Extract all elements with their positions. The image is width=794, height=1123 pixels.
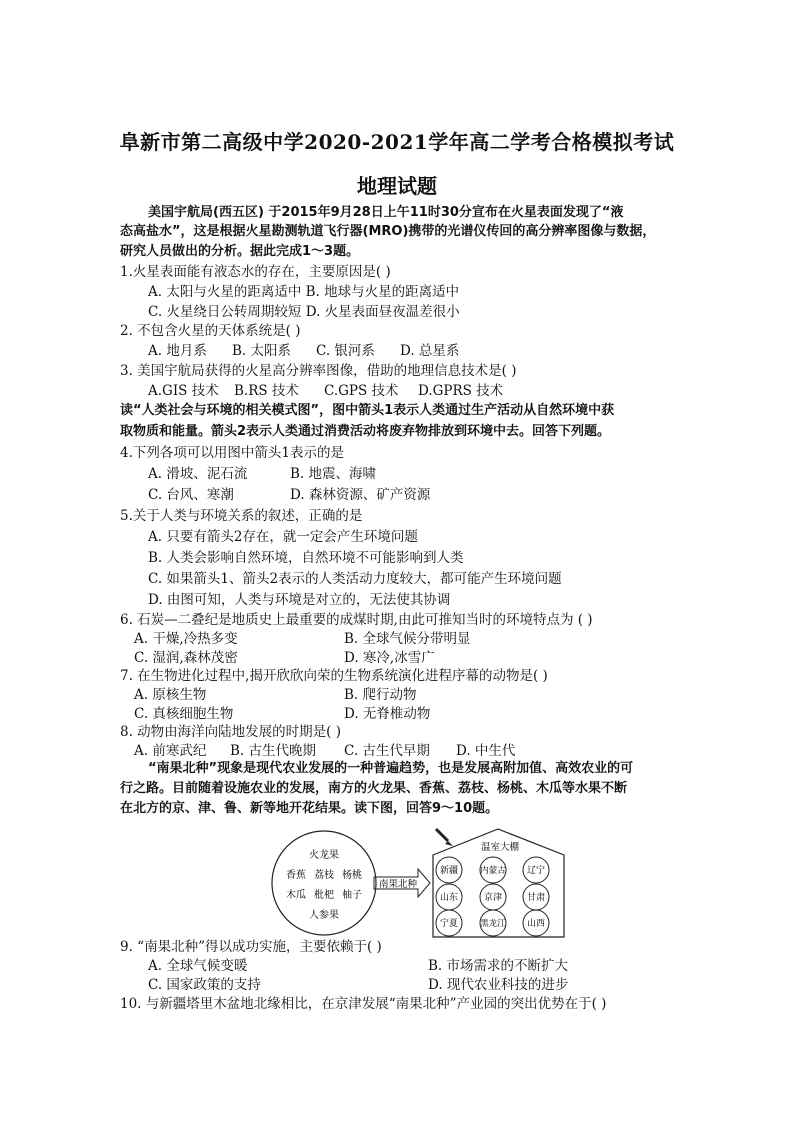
exam-title: 阜新市第二高级中学2020-2021学年高二学考合格模拟考试	[119, 130, 675, 154]
q5-option-b: B. 人类会影响自然环境，自然环境不可能影响到人类	[148, 550, 464, 566]
q7-stem: 7. 在生物进化过程中,揭开欣欣向荣的生物系统演化进程序幕的动物是( )	[120, 668, 548, 684]
q6-option-d: D. 寒冷,冰雪广	[344, 650, 435, 666]
passage1-line2: 态高盐水”，这是根据火星勘测轨道飞行器(MRO)携带的光谱仪传回的高分辨率图像与数据，	[120, 224, 656, 239]
q2-option-b: B. 太阳系	[232, 343, 292, 359]
q3-option-a: A.GIS 技术	[148, 383, 219, 399]
fruit-label: 柚子	[342, 890, 362, 901]
q9-option-a: A. 全球气候变暖	[148, 958, 248, 974]
q4-option-c: C. 台风、寒潮	[148, 487, 234, 503]
province-label: 山东	[439, 893, 459, 903]
q1-options-row2: C. 火星绕日公转周期较短 D. 火星表面昼夜温差很小	[148, 304, 460, 320]
province-label: 辽宁	[526, 866, 546, 876]
q7-option-b: B. 爬行动物	[344, 687, 417, 703]
passage2-line2: 取物质和能量。箭头2表示人类通过消费活动将废弃物排放到环境中去。回答下列题。	[120, 424, 611, 439]
q4-option-a: A. 滑坡、泥石流	[148, 466, 248, 482]
q2-option-d: D. 总星系	[400, 343, 460, 359]
passage3-line2: 行之路。目前随着设施农业的发展，南方的火龙果、香蕉、荔枝、杨桃、木瓜等水果不断	[120, 781, 628, 796]
q9-option-d: D. 现代农业科技的进步	[428, 977, 569, 993]
q2-stem: 2. 不包含火星的天体系统是( )	[120, 323, 301, 339]
q6-stem: 6. 石炭—二叠纪是地质史上最重要的成煤时期,由此可推知当时的环境特点为 ( )	[120, 612, 593, 628]
q5-stem: 5.关于人类与环境关系的叙述，正确的是	[120, 508, 363, 524]
province-label: 新疆	[439, 866, 459, 876]
passage3-line3: 在北方的京、津、鲁、新等地开花结果。读下图，回答9～10题。	[120, 801, 499, 816]
province-label: 宁夏	[439, 919, 459, 929]
fruit-label: 火龙果	[309, 850, 339, 861]
province-label: 黑龙江	[480, 919, 506, 929]
greenhouse-label: 温室大棚	[480, 842, 520, 853]
fruit-label: 杨桃	[342, 870, 362, 881]
q1-options-row1: A. 太阳与火星的距离适中 B. 地球与火星的距离适中	[148, 284, 460, 300]
q9-option-b: B. 市场需求的不断扩大	[428, 958, 569, 974]
fruit-label: 木瓜	[286, 890, 306, 901]
q8-option-a: A. 前寒武纪	[134, 743, 207, 759]
passage2-line1: 读“人类社会与环境的相关模式图”，图中箭头1表示人类通过生产活动从自然环境中获	[120, 403, 615, 418]
q3-stem: 3. 美国宇航局获得的火星高分辨率图像，借助的地理信息技术是( )	[120, 363, 517, 379]
province-label: 内蒙古	[480, 866, 506, 876]
q7-option-a: A. 原核生物	[134, 687, 207, 703]
q3-option-c: C.GPS 技术	[324, 383, 399, 399]
q6-option-b: B. 全球气候分带明显	[344, 631, 471, 647]
province-label: 山西	[526, 919, 546, 929]
province-label: 京津	[483, 893, 503, 903]
q4-option-d: D. 森林资源、矿产资源	[290, 487, 431, 503]
q7-option-c: C. 真核细胞生物	[134, 706, 234, 722]
passage1-line1: 美国宇航局(西五区) 于2015年9月28日上午11时30分宣布在火星表面发现了“液	[148, 205, 624, 220]
q10-stem: 10. 与新疆塔里木盆地北缘相比，在京津发展“南果北种”产业园的突出优势在于( )	[120, 996, 607, 1012]
q1-stem: 1.火星表面能有液态水的存在，主要原因是( )	[120, 264, 391, 280]
q8-stem: 8. 动物由海洋向陆地发展的时期是( )	[120, 724, 341, 740]
q8-option-c: C. 古生代早期	[344, 743, 430, 759]
pencil-icon	[436, 829, 453, 846]
exam-subtitle: 地理试题	[357, 174, 437, 198]
arrow-label: 南果北种	[378, 879, 418, 890]
q8-option-d: D. 中生代	[456, 743, 516, 759]
q3-option-d: D.GPRS 技术	[418, 383, 504, 399]
south-fruit-north-planting-figure	[268, 825, 568, 940]
province-label: 甘肃	[526, 893, 546, 903]
fruit-label: 香蕉	[286, 870, 306, 881]
q6-option-c: C. 湿润,森林茂密	[134, 650, 238, 666]
q2-option-a: A. 地月系	[148, 343, 207, 359]
q9-option-c: C. 国家政策的支持	[148, 977, 261, 993]
fruit-label: 枇杷	[314, 890, 334, 901]
q9-stem: 9. “南果北种”得以成功实施，主要依赖于( )	[120, 939, 382, 955]
fruit-label: 荔枝	[314, 870, 334, 881]
q4-stem: 4.下列各项可以用图中箭头1表示的是	[120, 445, 344, 461]
q7-option-d: D. 无脊椎动物	[344, 706, 431, 722]
passage3-line1: “南果北种”现象是现代农业发展的一种普遍趋势，也是发展高附加值、高效农业的可	[148, 761, 634, 776]
passage1-line3: 研究人员做出的分析。据此完成1～3题。	[120, 244, 360, 259]
q8-option-b: B. 古生代晚期	[230, 743, 317, 759]
fruit-label: 人参果	[309, 910, 339, 921]
q5-option-d: D. 由图可知，人类与环境是对立的，无法使其协调	[148, 592, 451, 608]
q6-option-a: A. 干燥,冷热多变	[134, 631, 238, 647]
q5-option-a: A. 只要有箭头2存在，就一定会产生环境问题	[148, 529, 418, 545]
q4-option-b: B. 地震、海啸	[290, 466, 377, 482]
q3-option-b: B.RS 技术	[234, 383, 299, 399]
q2-option-c: C. 银河系	[316, 343, 375, 359]
q5-option-c: C. 如果箭头1、箭头2表示的人类活动力度较大，都可能产生环境问题	[148, 571, 562, 587]
